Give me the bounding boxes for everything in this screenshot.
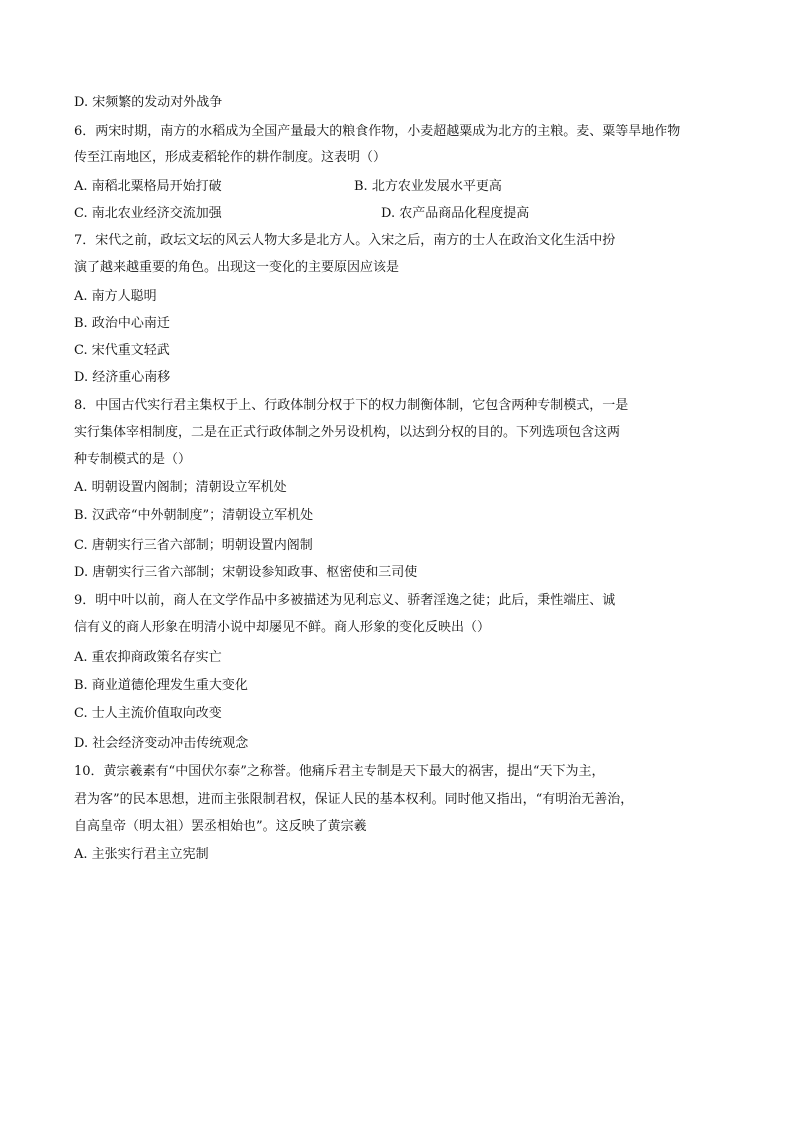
- question-8-stem: 种专制模式的是（）: [74, 452, 192, 467]
- question-6-option-b: B. 北方农业发展水平更高: [354, 179, 502, 194]
- question-10-stem: 君为客”的民本思想，进而主张限制君权，保证人民的基本权利。同时他又指出，“有明治无善治，: [74, 792, 634, 807]
- question-8-stem: 8．中国古代实行君主集权于上、行政体制分权于下的权力制衡体制，它包含两种专制模式，一是: [74, 398, 629, 413]
- question-10-stem: 10．黄宗羲素有“中国伏尔泰”之称誉。他痛斥君主专制是天下最大的祸害，提出“天下为主，: [74, 764, 605, 779]
- question-10-stem: 自高皇帝（明太祖）罢丞相始也”。这反映了黄宗羲: [74, 819, 367, 834]
- question-9-option-a: A. 重农抑商政策名存实亡: [74, 650, 222, 665]
- question-7-stem: 7．宋代之前，政坛文坛的风云人物大多是北方人。入宋之后，南方的士人在政治文化生活中扮: [74, 233, 616, 248]
- question-7-option-c: C. 宋代重文轻武: [74, 343, 170, 358]
- question-6-stem: 传至江南地区，形成麦稻轮作的耕作制度。这表明（）: [74, 150, 387, 165]
- question-6-option-d: D. 农产品商品化程度提高: [381, 206, 530, 221]
- question-6-option-a: A. 南稻北粟格局开始打破: [74, 179, 222, 194]
- question-8-stem: 实行集体宰相制度，二是在正式行政体制之外另设机构，以达到分权的目的。下列选项包含这两: [74, 425, 621, 440]
- option-d: D. 宋频繁的发动对外战争: [74, 95, 223, 110]
- question-7-option-d: D. 经济重心南移: [74, 370, 171, 385]
- question-8-option-a: A. 明朝设置内阁制；清朝设立军机处: [74, 480, 287, 495]
- question-9-option-d: D. 社会经济变动冲击传统观念: [74, 736, 249, 751]
- question-9-stem: 9．明中叶以前，商人在文学作品中多被描述为见利忘义、骄奢淫逸之徒；此后，秉性端庄、诚: [74, 593, 616, 608]
- question-9-option-b: B. 商业道德伦理发生重大变化: [74, 678, 248, 693]
- question-9-stem: 信有义的商人形象在明清小说中却屡见不鲜。商人形象的变化反映出（）: [74, 620, 491, 635]
- question-8-option-b: B. 汉武帝“中外朝制度”；清朝设立军机处: [74, 508, 314, 523]
- question-6-option-c: C. 南北农业经济交流加强: [74, 206, 222, 221]
- question-7-stem: 演了越来越重要的角色。出现这一变化的主要原因应该是: [74, 260, 400, 275]
- question-7-option-a: A. 南方人聪明: [74, 289, 157, 304]
- question-6-stem: 6．两宋时期，南方的水稻成为全国产量最大的粮食作物，小麦超越粟成为北方的主粮。麦、粟等旱地作物: [74, 124, 681, 139]
- question-10-option-a: A. 主张实行君主立宪制: [74, 847, 209, 862]
- question-9-option-c: C. 士人主流价值取向改变: [74, 706, 222, 721]
- question-8-option-d: D. 唐朝实行三省六部制；宋朝设参知政事、枢密使和三司使: [74, 565, 418, 580]
- question-8-option-c: C. 唐朝实行三省六部制；明朝设置内阁制: [74, 538, 313, 553]
- question-7-option-b: B. 政治中心南迁: [74, 316, 170, 331]
